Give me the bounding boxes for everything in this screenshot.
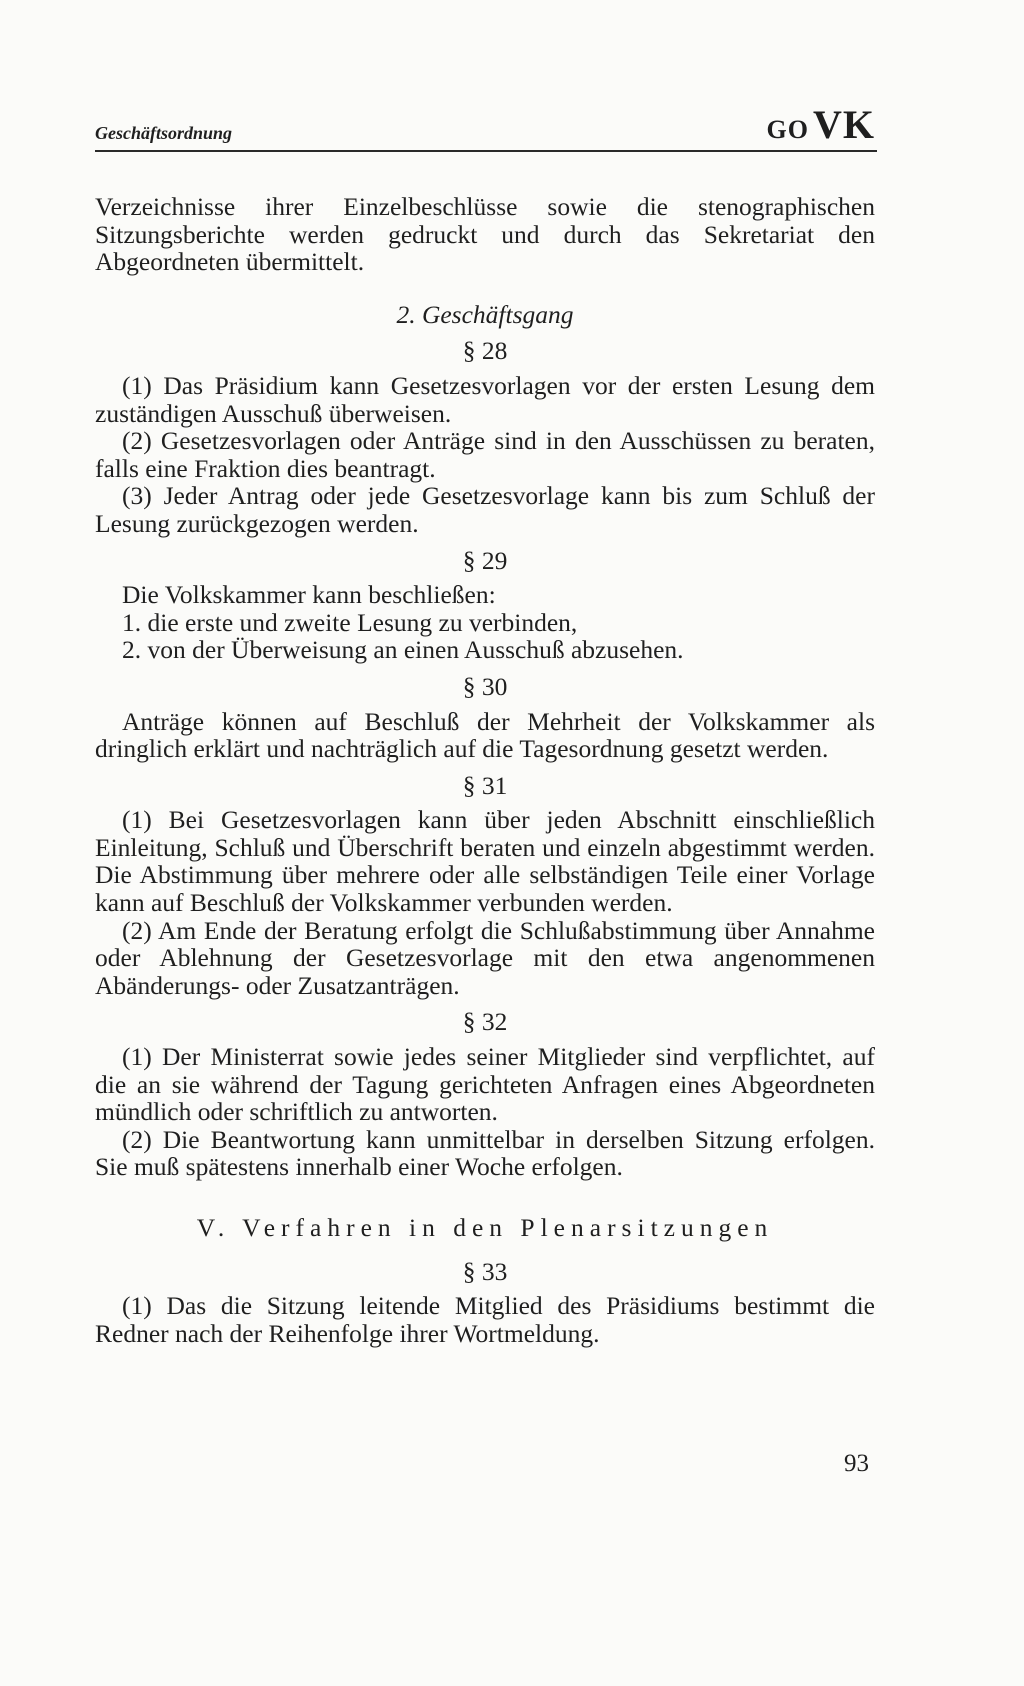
section-28-para-3: (3) Jeder Antrag oder jede Gesetzesvorlage kann bis zum Schluß der Lesung zurückgezogen werden. [95,481,875,538]
section-29-item-1: 1. die erste und zweite Lesung zu verbinden, [122,607,578,637]
header-abbreviation-large: VK [813,102,875,147]
section-31-para-2: (2) Am Ende der Beratung erfolgt die Schlußabstimmung über Annahme oder Ablehnung der Gesetzesvorlage mit den etwa angenommenen Abänderungs- oder Zusatzanträgen. [95,915,875,1000]
section-29-title: § 29 [462,545,508,575]
section-31-title: § 31 [462,770,508,800]
section-30-title: § 30 [462,671,508,701]
page-body [95,193,875,1347]
header-title: Geschäftsordnung [95,123,233,143]
subheading: 2. Geschäftsgang [396,299,574,329]
section-28-title: § 28 [462,336,508,366]
header-abbreviation [767,101,875,148]
section-30-para-1: Anträge können auf Beschluß der Mehrheit der Volkskammer als dringlich erklärt und nachträglich auf die Tagesordnung gesetzt werden. [95,706,875,764]
section-33-title: § 33 [462,1256,508,1286]
part-heading: V. Verfahren in den Plenarsitzungen [196,1213,774,1242]
section-28-para-2: (2) Gesetzesvorlagen oder Anträge sind in den Ausschüssen zu beraten, falls eine Fraktion dies beantragt. [95,426,875,483]
section-29-lead: Die Volkskammer kann beschließen: [122,580,496,610]
section-33-para-1: (1) Das die Sitzung leitende Mitglied des Präsidiums bestimmt die Redner nach der Reihenfolge ihrer Wortmeldung. [95,1291,875,1348]
section-32-para-1: (1) Der Ministerrat sowie jedes seiner Mitglieder sind verpflichtet, auf die an sie während der Tagung gerichteten Anfragen eines Abgeordneten mündlich oder schriftlich zu antworten. [95,1042,875,1127]
header-abbreviation-small: GO [766,115,809,144]
intro-paragraph: Verzeichnisse ihrer Einzelbeschlüsse sowie die stenographischen Sitzungsberichte werden gedruckt und durch das Sekretariat den Abgeordneten übermittelt. [95,192,875,277]
section-32-para-2: (2) Die Beantwortung kann unmittelbar in derselben Sitzung erfolgen. Sie muß spätestens innerhalb einer Woche erfolgen. [95,1124,875,1182]
section-31-para-1: (1) Bei Gesetzesvorlagen kann über jeden Abschnitt einschließlich Einleitung, Schluß und Überschrift beraten und einzeln abgestimmt werden. Die Abstimmung über mehrere oder alle selbständigen Teile einer Vorlage kann auf Beschluß der Volkskammer verbunden werden. [95,805,875,918]
page-number: 93 [844,1450,869,1477]
running-header [95,102,877,152]
section-28-para-1: (1) Das Präsidium kann Gesetzesvorlagen vor der ersten Lesung dem zuständigen Ausschuß überweisen. [95,370,875,428]
section-32-title: § 32 [462,1007,508,1037]
section-29-item-2: 2. von der Überweisung an einen Ausschuß abzusehen. [122,635,684,665]
